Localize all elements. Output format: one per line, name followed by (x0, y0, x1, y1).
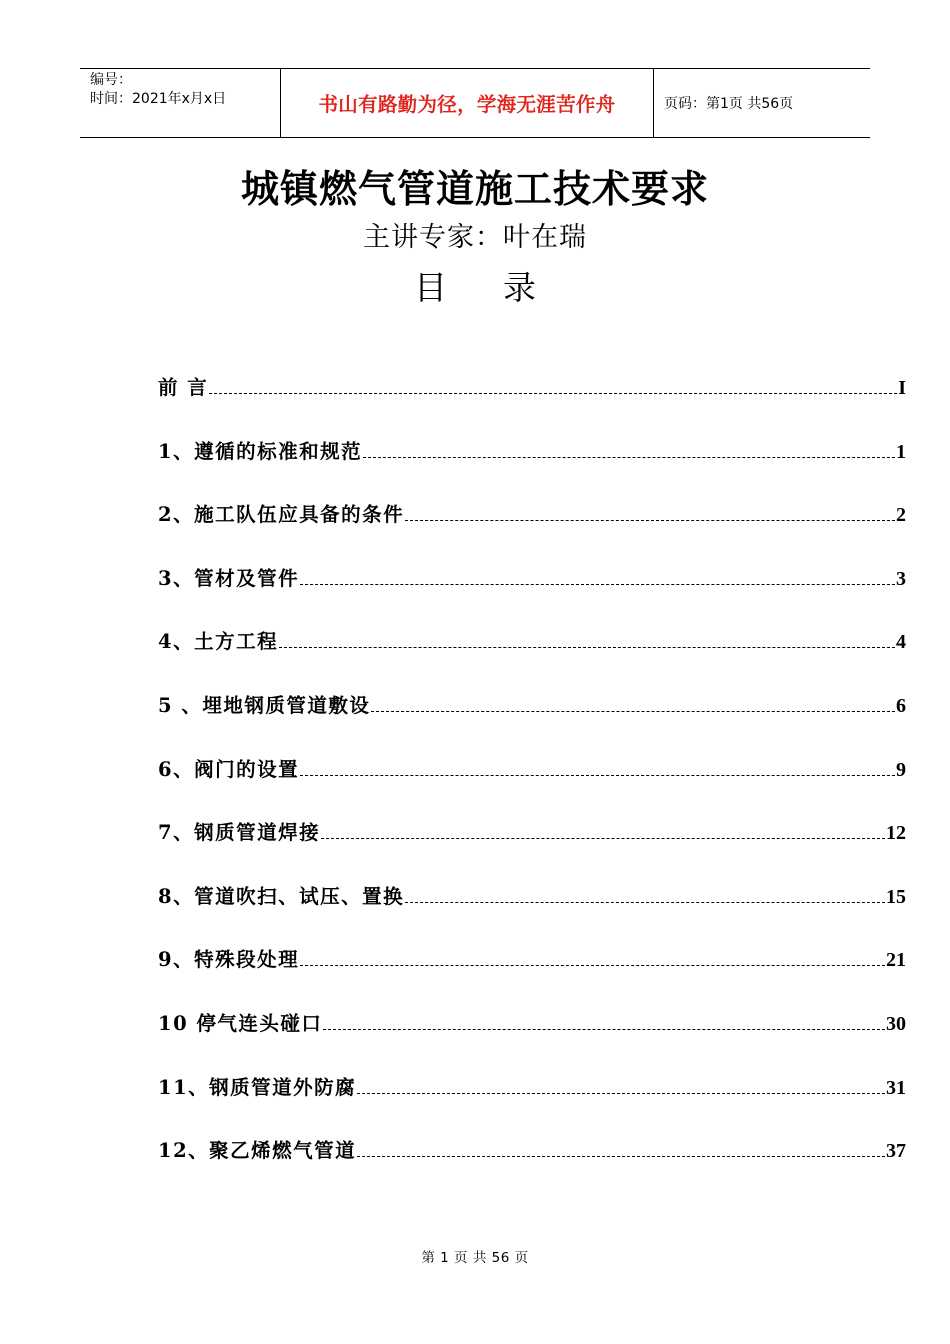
toc-entry-label: 10 停气连头碰口 (158, 1012, 323, 1035)
toc-heading-char: 目 (414, 268, 447, 307)
toc-entry-label: 11、钢质管道外防腐 (158, 1075, 357, 1099)
toc-entry-page: 2 (896, 504, 906, 527)
toc-entry-page: 15 (886, 885, 906, 908)
toc-heading-char: 录 (503, 268, 536, 307)
toc-entry[interactable] (158, 684, 906, 718)
header-page-info: 页码：第1页 共56页 (664, 96, 794, 112)
toc-entry-label: 6、阀门的设置 (158, 757, 300, 781)
toc-entry-label: 5 、埋地钢质管道敷设 (158, 694, 371, 717)
document-number-label: 编号： (90, 72, 132, 88)
toc-entry-page: 12 (886, 822, 906, 845)
page-header (80, 68, 870, 138)
toc-entry-page: 21 (886, 949, 906, 972)
toc-entry-page: 30 (886, 1013, 906, 1035)
toc-entry-label: 7、钢质管道焊接 (158, 821, 321, 845)
toc-leader-dashes (321, 822, 885, 839)
toc-heading (0, 262, 950, 309)
toc-entry-label: 1、遵循的标准和规范 (158, 439, 363, 463)
toc-entry[interactable] (158, 557, 906, 591)
toc-leader-dashes (300, 949, 885, 966)
toc-entry[interactable] (158, 366, 906, 400)
page-footer: 第 1 页 共 56 页 (421, 1250, 529, 1266)
toc-leader-dashes (357, 1077, 885, 1094)
toc-entry-label: 12、聚乙烯燃气管道 (158, 1139, 357, 1163)
toc-entry[interactable] (158, 1066, 906, 1100)
toc-entry-label: 4、土方工程 (158, 630, 279, 654)
document-date: 时间：2021年x月x日 (90, 91, 227, 107)
document-title: 城镇燃气管道施工技术要求 (240, 166, 709, 211)
toc-entry-label: 前 言 (158, 376, 209, 399)
toc-leader-dashes (405, 504, 895, 521)
toc-entry[interactable] (158, 875, 906, 909)
toc-entry-label: 9、特殊段处理 (158, 948, 300, 972)
header-page-info-cell (654, 69, 870, 137)
toc-entry-page: 4 (896, 631, 906, 654)
toc-leader-dashes (405, 886, 885, 903)
toc-entry[interactable] (158, 748, 906, 782)
toc-leader-dashes (209, 377, 897, 394)
toc-leader-dashes (323, 1013, 885, 1030)
toc-entry-page: 31 (886, 1076, 906, 1099)
document-subtitle: 主讲专家：叶在瑞 (363, 222, 587, 253)
header-meta (80, 69, 280, 137)
header-motto-cell (280, 69, 654, 137)
toc-entry[interactable] (158, 811, 906, 845)
toc-entry-page: 37 (886, 1140, 906, 1163)
toc-entry[interactable] (158, 620, 906, 654)
toc-leader-dashes (371, 695, 895, 712)
toc-leader-dashes (357, 1140, 885, 1157)
toc-entry-label: 2、施工队伍应具备的条件 (158, 503, 405, 527)
toc-entry[interactable] (158, 430, 906, 464)
header-motto: 书山有路勤为径，学海无涯苦作舟 (318, 93, 616, 116)
toc-leader-dashes (279, 631, 895, 648)
toc-entry-page: 1 (896, 440, 906, 463)
toc-leader-dashes (300, 568, 895, 585)
toc-entry-page: 6 (896, 695, 906, 717)
toc-entry[interactable] (158, 493, 906, 527)
toc-entry[interactable] (158, 938, 906, 972)
toc-leader-dashes (300, 759, 895, 776)
toc-entry-page: 9 (896, 758, 906, 781)
toc-leader-dashes (363, 441, 895, 458)
toc-entry-label: 8、管道吹扫、试压、置换 (158, 884, 405, 908)
toc-entry-label: 3、管材及管件 (158, 566, 300, 590)
toc-entry[interactable] (158, 1002, 906, 1036)
toc-entry-page: 3 (896, 567, 906, 590)
toc-entry[interactable] (158, 1129, 906, 1163)
toc-entry-page: I (898, 377, 906, 399)
